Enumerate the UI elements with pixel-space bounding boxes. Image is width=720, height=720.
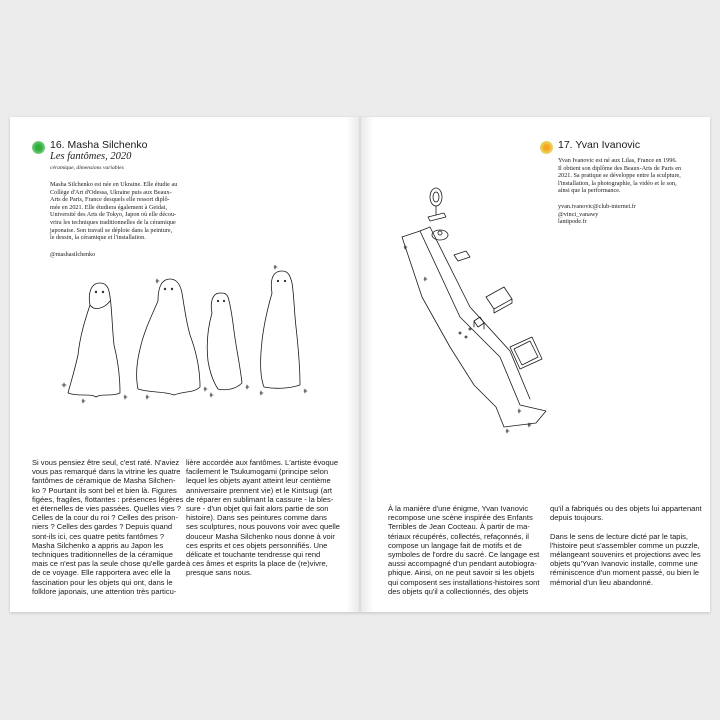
text-line: ces esprits et ces objets personnifiés. Une (186, 540, 328, 550)
bio-line: Arts de Paris, France desquels elle ressort diplô- (50, 196, 170, 204)
open-booklet-spread (10, 117, 710, 612)
text-line: anniversaire prennent vie) et le Kintsugi (art (186, 485, 332, 495)
text-line: l'histoire peut s'assembler comme un puzzle, (550, 540, 700, 550)
text-line: à ces âmes et esprits la place de (re)vivre, (186, 559, 328, 569)
text-line: depuis toujours. (550, 513, 604, 523)
text-line: ses sculptures, nous pouvons voir avec quelle (186, 522, 340, 532)
ghost-figures-drawing (60, 265, 320, 415)
artist-heading (50, 139, 148, 151)
artist-heading (558, 139, 640, 151)
text-line: fantômes de céramique de Masha Silchen- (32, 476, 176, 486)
bio-line: vrira les techniques traditionnelles de la céramique (50, 218, 176, 226)
contact-email: yvan.ivanovic@club-internet.fr (558, 203, 636, 210)
entry-number: 17. (558, 139, 573, 151)
ghost-figure (207, 293, 242, 390)
artist-color-dot (540, 141, 553, 154)
text-line: recompose une scène inspirée des Enfants (388, 513, 533, 523)
entry-number: 16. (50, 139, 65, 151)
text-line: de ce voyage. Elle rapportera avec elle la (32, 568, 171, 578)
artist-name: Masha Silchenko (67, 139, 148, 151)
text-line: Dans le sens de lecture dicté par le tapis, (550, 531, 689, 541)
text-line: réminiscence d'un moment passé, ou bien le (550, 568, 700, 578)
bio-line: Il obtient son diplôme des Beaux-Arts de Paris en (558, 164, 682, 172)
text-line: Celles de la cour du roi ? Celles des prison- (32, 513, 178, 523)
text-line: Masha Silchenko a appris au Japon les (32, 540, 164, 550)
text-line: histoire). Dans ses peintures comme dans (186, 513, 327, 523)
text-line: Terribles de Jean Cocteau. À partir de ma- (388, 522, 530, 532)
book-object (486, 287, 512, 309)
artist-color-dot (32, 141, 45, 154)
bio-line: japonaise. Son travail se déploie dans la peinture, (50, 226, 173, 234)
right-page (360, 117, 710, 612)
text-line: lière accordée aux fantômes. L'artiste évoque (186, 458, 339, 467)
article-column-1 (32, 458, 186, 596)
bio-line: 2021. Sa pratique se développe entre la sculpture, (558, 172, 681, 180)
text-line: tériaux récupérés, collectés, refaçonnés, il (388, 531, 529, 541)
bio-line: Masha Silchenko est née en Ukraine. Elle étudie au (50, 181, 178, 188)
text-line: facilement le Tsukumogami (principe selon (186, 467, 329, 477)
text-line: À la manière d'une énigme, Yvan Ivanovic (388, 504, 529, 513)
bio-line: Collège d'Art d'Odessa, Ukraine puis aux Beaux- (50, 188, 172, 196)
text-line: lequel les objets ayant atteint leur centième (186, 476, 331, 486)
text-line: qui composent ses installations-histoires sont (388, 577, 540, 587)
text-line: mélangeant souvenirs et projections avec les (550, 550, 701, 559)
bio-line: Université des Arts de Tokyo, Japon où elle décou- (50, 211, 177, 219)
bio-line: mée en 2021. Elle étudiera également à Geidai, (50, 203, 167, 211)
text-line: compose un langage fait de motifs et de (388, 540, 522, 550)
text-line: fascination pour les objets qui ont, dans le (32, 577, 173, 587)
text-line: mais ce n'est pas la seule chose qu'elle garde (32, 559, 186, 569)
text-line: presque sans nous. (186, 568, 252, 578)
bio-line: ainsi que la performance. (558, 187, 621, 195)
text-line: Si vous pensiez être seul, c'est raté. N'aviez (32, 458, 180, 467)
article-column-2 (550, 504, 702, 587)
text-line: sont-ils ici, ces quatre petits fantômes ? (32, 531, 165, 541)
text-line: techniques traditionnelles de la céramique (32, 550, 173, 560)
carpet-objects-drawing (400, 187, 580, 447)
work-title: Les fantômes, 2020 (50, 151, 132, 162)
ghost-figure (137, 279, 200, 395)
work-medium: céramique, dimensions variables (50, 165, 124, 171)
text-line: figées, fragiles, flottantes : présences légères (32, 494, 184, 504)
article-column-2 (186, 458, 340, 578)
ghost-figure (68, 283, 120, 397)
text-line: délicate et touchante tendresse qui rend (186, 550, 321, 560)
text-line: phique. Ainsi, on ne peut savoir si les objets (388, 568, 535, 578)
text-line: sure - d'un objet qui fait alors partie de son (186, 504, 329, 514)
text-line: symboles de l'ordre du sacré. Ce langage est (388, 550, 540, 560)
text-line (550, 522, 702, 531)
text-line: ko ? Pourtant ils sont bel et bien là. Figures (32, 485, 177, 495)
contact-website: lantipode.fr (558, 218, 587, 226)
artist-bio (50, 181, 177, 242)
artist-name: Yvan Ivanovic (575, 139, 641, 151)
bio-line: Yvan Ivanovic est né aux Lilas, France en 1996. (558, 157, 677, 164)
bio-line: le dessin, la céramique et l'installation. (50, 234, 146, 242)
text-line: douceur Masha Silchenko nous donne à voir (186, 531, 335, 541)
article-column-1 (388, 504, 539, 596)
text-line: mémorial d'un lieu abandonné. (550, 577, 653, 587)
text-line: niers ? Celles des gardes ? Depuis quand (32, 522, 173, 532)
ghost-figure (261, 271, 300, 388)
contact-instagram: @vinci_vanawy (558, 210, 599, 218)
artist-instagram-handle: @mashasilchenko (50, 251, 96, 258)
bio-line: l'installation, la photographie, la vidéo et le son, (558, 179, 677, 187)
text-line: folklore japonais, une attention très particu- (32, 586, 177, 596)
text-line: des objets qu'il a collectionnés, des objets (388, 586, 529, 596)
frame-object (510, 337, 542, 369)
text-line: objets qu'Yvan Ivanovic installe, comme une (550, 559, 698, 569)
left-page (10, 117, 360, 612)
text-line: de réparer en sublimant la cassure - la bles- (186, 494, 334, 504)
text-line: qu'il a fabriqués ou des objets lui appartenant (550, 504, 702, 513)
text-line: et éternelles de vies passées. Quelles vies ? (32, 504, 181, 514)
text-line: aussi accompagné d'un pendant autobiogra- (388, 559, 537, 569)
text-line: vous pas remarqué dans la vitrine les quatre (32, 467, 181, 477)
